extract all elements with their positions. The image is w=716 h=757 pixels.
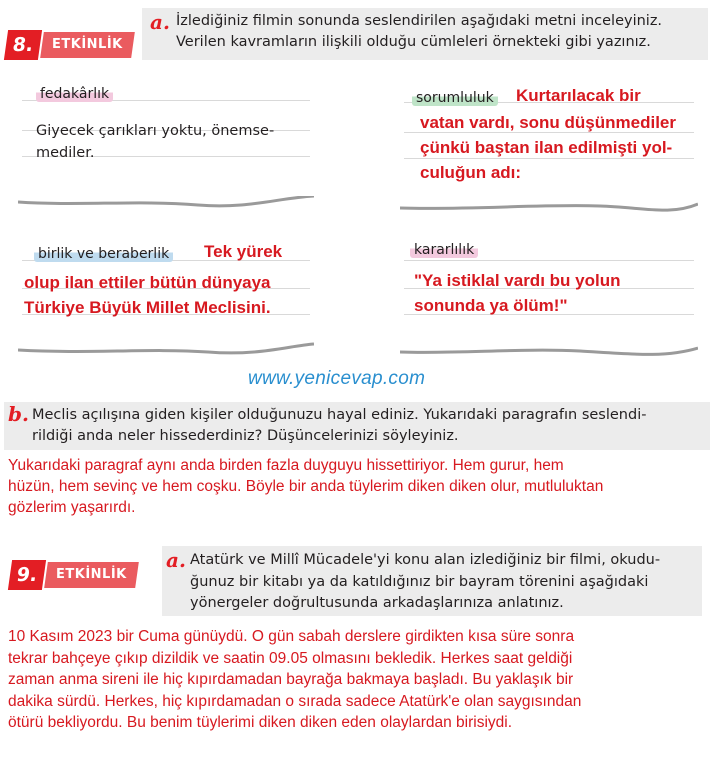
activity-number: 8. <box>4 30 42 60</box>
note-card-sorumluluk <box>400 80 698 208</box>
activity-label: ETKİNLİK <box>40 32 134 58</box>
question-text: Meclis açılışına giden kişiler olduğunuzu hayal ediniz. Yukarıdaki paragrafın seslendi- rildiği anda neler hissederdiniz? Düşüncelerinizi söyleyiniz. <box>32 407 647 444</box>
concept-tag: sorumluluk <box>412 90 498 106</box>
concept-tag: kararlılık <box>410 242 478 258</box>
answer-text: Tek yürek <box>204 242 283 261</box>
card-text: Giyecek çarıkları yoktu, önemse- mediler. <box>36 123 275 161</box>
concept-tag: fedakârlık <box>36 86 113 102</box>
question-letter: b. <box>8 402 29 426</box>
question-text: Atatürk ve Millî Mücadele'yi konu alan izlediğiniz bir filmi, okudu- ğunuz bir kitabı ya da katıldığınız bir bayram törenini aşağıdaki yönergeler doğrultusunda arkadaşlarınıza anlatınız. <box>190 552 661 611</box>
question-letter: a. <box>150 10 170 34</box>
torn-edge <box>400 342 698 368</box>
question-text: İzlediğiniz filmin sonunda seslendirilen aşağıdaki metni inceleyiniz. Verilen kavramların ilişkili olduğu cümleleri örnekteki gibi yazınız. <box>176 13 663 50</box>
note-card-birlik <box>18 236 314 354</box>
concept-tag: birlik ve beraberlik <box>34 246 173 262</box>
answer-text-lines: olup ilan ettiler bütün dünyaya Türkiye Büyük Millet Meclisini. <box>24 273 271 317</box>
answer-text-lines: "Ya istiklal vardı bu yolun sonunda ya ölüm!" <box>414 271 621 315</box>
answer-text-lines: vatan vardı, sonu düşünmediler çünkü baştan ilan edilmişti yol- culuğun adı: <box>420 113 677 182</box>
torn-edge <box>400 196 698 222</box>
note-card-kararlilik <box>400 236 698 354</box>
torn-edge <box>18 196 314 222</box>
note-card-fedakarlik <box>18 80 314 208</box>
torn-edge <box>18 342 314 368</box>
answer-text: Kurtarılacak bir <box>516 86 641 105</box>
site-watermark: www.yenicevap.com <box>248 368 426 389</box>
answer-paragraph: Yukarıdaki paragraf aynı anda birden fazla duyguyu hissettiriyor. Hem gurur, hem hüzün, hem sevinç ve hem coşku. Böyle bir anda tüylerim diken diken olur, mutluluktan gözlerim yaşarırdı. <box>8 457 604 516</box>
activity-label: ETKİNLİK <box>44 562 138 588</box>
answer-paragraph: 10 Kasım 2023 bir Cuma günüydü. O gün sabah derslere girdikten kısa süre sonra tekrar bahçeye çıkıp dizildik ve saatin 09.05 olmasını bekledik. Herkes saat geldiği zaman anma sireni ile hiç kıpırdamadan bayrağa bakmaya başladı. Bu yaklaşık bir dakika sürdü. Herkes, hiç kıpırdamadan o sırada sadece Atatürk'e olan saygısından ötürü bekliyordu. Bu benim tüylerimi diken diken eden olaylardan birisiydi. <box>8 628 582 731</box>
activity-number: 9. <box>8 560 46 590</box>
question-letter: a. <box>166 548 186 572</box>
